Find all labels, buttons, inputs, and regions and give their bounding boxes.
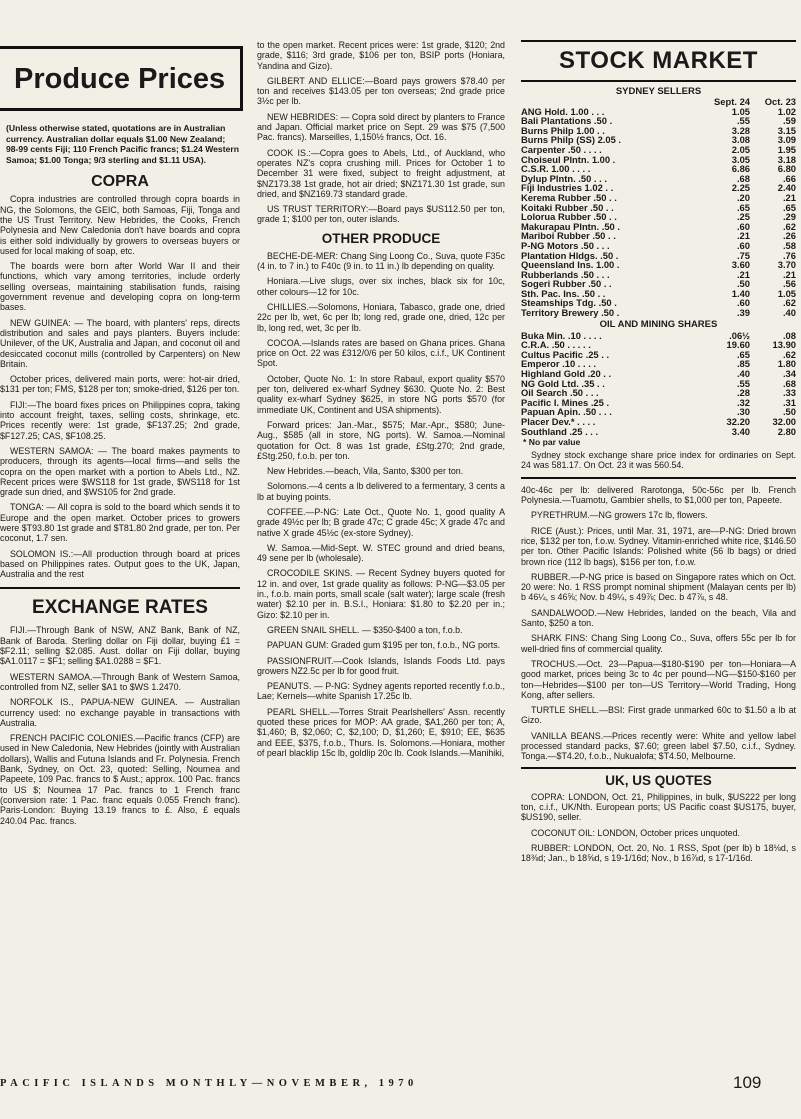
stock-company: Lolorua Rubber .50 . . bbox=[521, 211, 617, 223]
stock-oct: .62 bbox=[782, 297, 796, 309]
masthead: PACIFIC ISLANDS MONTHLY—NOVEMBER, 1970 bbox=[0, 1078, 418, 1089]
stock-sept: .65 bbox=[736, 348, 750, 360]
stock-sept: .60 bbox=[736, 220, 750, 232]
stock-company: Fiji Industries 1.02 . . bbox=[521, 182, 614, 194]
copra-heading: COPRA bbox=[91, 173, 149, 191]
produce-para: RICE (Aust.): Prices, until Mar. 31, 1971, are—P-NG: Dried brown rice, $132 per ton, f.o.w. Sydney. Vitamin-enriched white rice, $146.50 per ton. Other Pacific Islands: Polished white (56 lb bags) or dried brown rice (112 lb bags), $156 per ton, f.o.w. bbox=[521, 525, 796, 567]
produce-para: TURTLE SHELL.—BSI: First grade unmarked 60c to $1.50 a lb at Gizo. bbox=[521, 705, 796, 726]
divider bbox=[0, 587, 240, 589]
produce-prices-title: Produce Prices bbox=[0, 46, 243, 111]
stock-oct: .34 bbox=[782, 368, 796, 380]
produce-para: 40c-46c per lb: delivered Rarotonga, 50c-56c per lb. French Polynesia.—Tuamotu, Gambier shells, to $1,000 per ton, Papeete. bbox=[521, 484, 796, 506]
stock-oct: 1.05 bbox=[777, 287, 796, 299]
stock-oct: 1.95 bbox=[777, 143, 796, 155]
stock-oct: 3.15 bbox=[777, 124, 796, 136]
stock-sept: .06½ bbox=[729, 329, 750, 341]
par-note: * No par value bbox=[523, 437, 581, 448]
stock-oct: 1.02 bbox=[777, 105, 796, 117]
stock-oct: 2.40 bbox=[777, 182, 796, 194]
exchange-para: WESTERN SAMOA.—Through Bank of Western Samoa, controlled from NZ, seller $A1 to $WS 1.2470. bbox=[0, 671, 240, 692]
stock-company: Makurapau Plntn. .50 . bbox=[521, 220, 620, 232]
produce-para: PAPUAN GUM: Graded gum $195 per ton, f.o.b., NG ports. bbox=[267, 640, 501, 651]
col-sept-header: Sept. 24 bbox=[714, 96, 750, 107]
stock-table bbox=[521, 97, 796, 318]
stock-sept: .32 bbox=[736, 396, 750, 408]
copra-para: NEW HEBRIDES: — Copra sold direct by planters to France and Japan. Official market price on Sept. 29 was $75 (7,500 Pac. francs). Marseilles, 1,150½ francs, Oct. 16. bbox=[257, 111, 505, 143]
uk-us-para: COCONUT OIL: LONDON, October prices unquoted. bbox=[531, 827, 740, 838]
uk-us-heading: UK, US QUOTES bbox=[605, 772, 712, 788]
stock-sept: 3.08 bbox=[731, 134, 750, 146]
stock-sept: .21 bbox=[736, 268, 750, 280]
stock-oct: .08 bbox=[782, 329, 796, 341]
stock-sept: .20 bbox=[736, 191, 750, 203]
stock-company: Plantation Hldgs. .50 . bbox=[521, 249, 619, 261]
exchange-para: NORFOLK IS., PAPUA-NEW GUINEA. — Australian currency used: no exchange payable in transactions with Australia. bbox=[0, 697, 240, 728]
index-note: Sydney stock exchange share price index for ordinaries on Sept. 24 was 581.17. On Oct. 23 it was 560.54. bbox=[521, 450, 796, 471]
stock-sept: .28 bbox=[736, 387, 750, 399]
stock-company: Koitaki Rubber .50 . . bbox=[521, 201, 614, 213]
stock-company: Kerema Rubber .50 . . bbox=[521, 191, 617, 203]
produce-para: BECHE-DE-MER: Chang Sing Loong Co., Suva, quote F35c (4 in. to 7 in.) to F40c (9 in. to 11 in.) lb depending on quality. bbox=[257, 250, 505, 272]
produce-para: Honiara.—Live slugs, over six inches, black six for 10c, other colours—12 for 10c. bbox=[257, 276, 505, 297]
produce-para: PASSIONFRUIT.—Cook Islands, Islands Foods Ltd. pays growers NZ2.5c per lb for good fruit. bbox=[257, 655, 505, 676]
stock-sept: 3.28 bbox=[731, 124, 750, 136]
produce-para: PEANUTS. — P-NG: Sydney agents reported recently f.o.b., Lae; Kernels—white Spanish 17.25c lb. bbox=[257, 681, 505, 702]
produce-para: SHARK FINS: Chang Sing Loong Co., Suva, offers 55c per lb for well-dried fins of commercial quality. bbox=[521, 633, 796, 654]
produce-para: CHILLIES.—Solomons, Honiara, Tabasco, grade one, dried 22c per lb, wet, 6c per lb; long red, grade one, dried, 12c per lb, long red, wet, 3c per lb. bbox=[257, 301, 505, 333]
page-footer bbox=[0, 1073, 801, 1108]
stock-company: Queensland Ins. 1.00 . bbox=[521, 259, 620, 271]
stock-sept: .55 bbox=[736, 377, 750, 389]
copra-para: NEW GUINEA: — The board, with planters' reps, directs distribution and sales and pays planters. Buyers include: Unilever, of the UK, Australia and Japan, and coconut oil and desiccated coconut mills (controlled by Carpenters) on New Britain. bbox=[0, 317, 240, 369]
stock-oct: .40 bbox=[782, 307, 796, 319]
stock-company: Highland Gold .20 . . bbox=[521, 368, 612, 380]
stock-oct: .29 bbox=[782, 211, 796, 223]
currency-note: (Unless otherwise stated, quotations are in Australian currency. Australian dollar equals $1.00 New Zealand; 98-99 cents Fiji; 110 French Pacific francs; $1.24 Western Samoa; $1.00 Tonga; 9/3 sterling and $1.11 USA). bbox=[6, 123, 239, 165]
stock-company: Oil Search .50 . . . bbox=[521, 387, 599, 399]
stock-sept: 3.60 bbox=[731, 259, 750, 271]
exchange-para: FRENCH PACIFIC COLONIES.—Pacific francs (CFP) are used in New Caledonia, New Hebrides (jointly with Australian dollars), Wallis and Futuna Islands and Fr. Polynesia. French Bank, Sydney, on Oct. 23, quoted: Selling, Noumea and Papeete, 109 Pac. francs to $ Aust.; approx. 100 Pac. francs to US $; Noumea 17 Pac. francs to 1 French franc (conversion rate: 1 Pac. franc equals 0.055 French franc). Paris-London: Buying 13.19 francs to £. Also, £ equals 240.04 Pac. francs. bbox=[0, 733, 240, 826]
stock-oct: .58 bbox=[782, 239, 796, 251]
stock-sept: 3.40 bbox=[731, 425, 750, 437]
uk-us-body bbox=[521, 792, 796, 864]
produce-para: CROCODILE SKINS. — Recent Sydney buyers quoted for 12 in. and over, 1st grade quality as follows: P-NG—$3.05 per in., f.o.b. main ports, small scale (salt water); large scale (fresh water) $2.10 per in. B.S.I., Honiara: $1.80 to $2.20 per in.; Gizo: $2.10 per in. bbox=[257, 568, 505, 620]
produce-para: Forward prices: Jan.-Mar., $575; Mar.-Apr., $580; June-Aug., $585 (all in store, NG ports). W. Samoa.—Nominal quotation for Oct. 8 was 1st grade, £Stg.270; 2nd grade, £Stg.250, f.o.b. per ton. bbox=[257, 419, 505, 461]
stock-row bbox=[521, 308, 796, 318]
stock-sept: 2.05 bbox=[731, 143, 750, 155]
stock-oct: .62 bbox=[782, 348, 796, 360]
stock-oct: 32.00 bbox=[772, 416, 796, 427]
stock-sept: 3.05 bbox=[731, 153, 750, 165]
stock-company: Rubberlands .50 . . . bbox=[521, 268, 610, 280]
stock-market-title: STOCK MARKET bbox=[521, 40, 796, 82]
stock-company: NG Gold Ltd. .35 . . bbox=[521, 377, 605, 389]
stock-oct: .21 bbox=[782, 268, 796, 280]
stock-company: Dylup Plntn. .50 . . . bbox=[521, 172, 607, 184]
stock-company: Steamships Tdg. .50 . bbox=[521, 297, 617, 309]
stock-oct: .59 bbox=[782, 115, 796, 127]
stock-oct: .21 bbox=[782, 191, 796, 203]
stock-company: Choiseul Plntn. 1.00 . bbox=[521, 153, 616, 165]
stock-oct: 13.90 bbox=[772, 339, 796, 351]
stock-sept: .60 bbox=[736, 297, 750, 309]
copra-para: SOLOMON IS.:—All production through board at prices based on Philippines rates. Output goes to the UK, Japan, Australia and the rest bbox=[0, 548, 240, 580]
stock-company: Pacific I. Mines .25 . bbox=[521, 396, 610, 408]
copra-para: GILBERT AND ELLICE:—Board pays growers $78.40 per ton and receives $143.05 per ton overseas; 2nd grade price 3½c per lb. bbox=[257, 75, 505, 107]
oil-table bbox=[521, 331, 796, 437]
stock-company: Placer Dev.* . . . . bbox=[521, 416, 596, 427]
stock-oct: .66 bbox=[782, 172, 796, 184]
divider bbox=[521, 767, 796, 769]
produce-para: Solomons.—4 cents a lb delivered to a fermentary, 3 cents a lb at buying points. bbox=[257, 481, 505, 502]
stock-company: Papuan Apin. .50 . . . bbox=[521, 406, 612, 418]
produce-para: VANILLA BEANS.—Prices recently were: White and yellow label processed standard packs, $7.60; green label $7.50, c.i.f., Sydney. Tonga.—$T4.20, f.o.b., Nukualofa; $T4.50, Melbourne. bbox=[521, 730, 796, 762]
stock-sept: 6.86 bbox=[731, 163, 750, 175]
stock-sept: 2.25 bbox=[731, 182, 750, 194]
stock-oct: 3.09 bbox=[777, 134, 796, 146]
stock-oct: .62 bbox=[782, 220, 796, 232]
right-produce-body bbox=[521, 485, 796, 762]
stock-company: Burns Philp 1.00 . . bbox=[521, 124, 605, 136]
stock-sept: 1.05 bbox=[731, 105, 750, 117]
stock-company: Emperor .10 . . . . bbox=[521, 358, 597, 370]
produce-para: October, Quote No. 1: In store Rabaul, export quality $570 per ton, delivered ex-wharf Sydney $630. Quote No. 2: Best quality ex-wharf Sydney $625, in store NG ports $570 (for immediate UK, Continent and USA shipments). bbox=[257, 373, 505, 415]
stock-oct: .76 bbox=[782, 249, 796, 261]
copra-para: WESTERN SAMOA: — The board makes payments to producers, through its agents—local firms—and sells the copra on the open market with a portion to Abels Ltd., NZ. Recent prices were $WS118 for 1st grade, $WS118 for 1st grade sun dried, and $WS105 for 2nd grade. bbox=[0, 445, 240, 498]
produce-para: GREEN SNAIL SHELL. — $350-$400 a ton, f.o.b. bbox=[267, 624, 463, 635]
uk-us-para: RUBBER: LONDON, Oct. 20, No. 1 RSS, Spot (per lb) b 18⅛d, s 18⅜d; Jan., b 18⅝d, s 19-1/16d; Nov., b 16⅞d, s 17-1/16d. bbox=[521, 842, 796, 864]
stock-oct: 3.18 bbox=[777, 153, 796, 165]
stock-company: C.R.A. .50 . . . . . bbox=[521, 339, 591, 351]
stock-company: Carpenter .50 . . . . bbox=[521, 143, 602, 155]
copra-para: COOK IS.:—Copra goes to Abels, Ltd., of Auckland, who operates NZ's copra crushing mill. Prices for October 1 to December 31 were fixed, subject to freight adjustment, at $NZ173.38 1st grade, hot air dried; $NZ171.30 1st grade, sun dried, and $NZ169.73 standard grade. bbox=[257, 147, 505, 199]
divider bbox=[521, 477, 796, 479]
produce-para: New Hebrides.—beach, Vila, Santo, $300 per ton. bbox=[267, 466, 464, 477]
stock-sept: .30 bbox=[736, 406, 750, 418]
stock-company: Burns Philp (SS) 2.05 . bbox=[521, 134, 622, 146]
other-produce-heading: OTHER PRODUCE bbox=[321, 230, 441, 246]
copra-para: The boards were born after World War II and their functions, which vary among territories, include orderly selling overseas, maintaining stabilisation funds, raising government revenue and developing copra on long-term bases. bbox=[0, 261, 240, 313]
produce-para: W. Samoa.—Mid-Sept. W. STEC ground and dried beans, 49 sene per lb (wholesale). bbox=[257, 542, 505, 564]
stock-oct: .31 bbox=[782, 396, 796, 408]
stock-company: Southland .25 . . . bbox=[521, 425, 599, 437]
other-produce-body bbox=[257, 251, 505, 758]
exchange-body bbox=[0, 625, 240, 825]
stock-sept: 1.40 bbox=[731, 287, 750, 299]
exchange-para: FIJI.—Through Bank of NSW, ANZ Bank, Bank of NZ, Bank of Baroda. Sterling dollar on Fiji dollar, buying £1 = $F2.11; selling $2.085. Aust. dollar on Fiji dollar, buying $A1.0117 = $F1; selling $A1.0288 = $F1. bbox=[0, 625, 240, 667]
produce-para: COCOA.—Islands rates are based on Ghana prices. Ghana price on Oct. 22 was £312/0/6 per 50 kilos, c.i.f., UK Continent Spot. bbox=[257, 337, 505, 369]
stock-sept: .50 bbox=[736, 278, 750, 290]
produce-para: RUBBER.—P-NG price is based on Singapore rates which on Oct. 20 were: No. 1 RSS prompt nominal shipment (Malayan cents per lb) b 46¼, s 46⅝; Nov. b 49¼, s 49⅞; Dec. b 47⅞, s 48. bbox=[521, 571, 796, 603]
stock-company: Sogeri Rubber .50 . . bbox=[521, 278, 612, 290]
stock-company: Buka Min. .10 . . . . bbox=[521, 329, 602, 341]
stock-oct: 1.80 bbox=[777, 358, 796, 370]
copra-continued: to the open market. Recent prices were: 1st grade, $120; 2nd grade, $116; 3rd grade, $106 per ton, BSIP ports (Honiara, Yandina and Gizo). bbox=[257, 40, 505, 71]
stock-oct: .26 bbox=[782, 230, 796, 242]
copra-para: Copra industries are controlled through copra boards in NG, the Solomons, the GEIC, both Samoas, Fiji, Tonga and the US Trust Territory. New Hebrides, the Cooks, French Polynesia and New Caledonia don't have boards and copra is either sold individually by growers to overseas buyers or used for local making of soap, etc. bbox=[0, 194, 240, 256]
produce-para: PEARL SHELL.—Torres Strait Pearlshellers' Assn. recently quoted these prices for MOP: AA grade, $A1,260 per ton; A, $1,460; B, $2,060; C, $2,100; D, $1,260; E, $910; EE, $635 and EEE, $375, f.o.b., Thurs. Is. Solomons.—Honiara, mother of pearl blacklip 15c lb, goldlip 20c lb. Cook Islands.—Manihiki, bbox=[257, 706, 505, 758]
stock-oct: 2.80 bbox=[777, 425, 796, 437]
stock-company: C.S.R. 1.00 . . . . bbox=[521, 163, 591, 175]
copra-para: FIJI:—The board fixes prices on Philippines copra, taking into account freight, taxes, selling costs, shrinkage, etc. Prices recently were: 1st grade, $F137.25; 2nd grade, $F127.25; CAS, $F108.25. bbox=[0, 399, 240, 441]
stock-company: P-NG Motors .50 . . . bbox=[521, 239, 610, 251]
stock-sept: .39 bbox=[736, 307, 750, 319]
column-left bbox=[0, 0, 240, 831]
stock-sept: .75 bbox=[736, 249, 750, 261]
page-number: 109 bbox=[733, 1073, 762, 1092]
stock-sept: .85 bbox=[736, 358, 750, 370]
stock-company: Territory Brewery .50 . bbox=[521, 307, 620, 319]
oil-mining-heading: OIL AND MINING SHARES bbox=[599, 318, 718, 330]
stock-sept: .60 bbox=[736, 239, 750, 251]
stock-oct: .68 bbox=[782, 377, 796, 389]
copra-para: TONGA: — All copra is sold to the board which sends it to Europe and the open market. October prices to growers were $T93.80 1st grade and $T81.80 2nd grade, per ton. Per coconut, 1.7 sen. bbox=[0, 502, 240, 544]
stock-sept: .40 bbox=[736, 368, 750, 380]
copra-para: US TRUST TERRITORY:—Board pays $US112.50 per ton, grade 1; $100 per ton, outer islands. bbox=[257, 204, 505, 225]
stock-oct: 6.80 bbox=[777, 163, 796, 175]
produce-para: PYRETHRUM.—NG growers 17c lb, flowers. bbox=[531, 510, 708, 521]
stock-company: Cultus Pacific .25 . . bbox=[521, 348, 610, 360]
stock-sept: .25 bbox=[736, 211, 750, 223]
sydney-sellers-heading: SYDNEY SELLERS bbox=[615, 86, 702, 97]
stock-oct: .50 bbox=[782, 406, 796, 418]
stock-sept: .68 bbox=[736, 172, 750, 184]
column-right bbox=[521, 0, 796, 868]
copra-para: October prices, delivered main ports, were: hot-air dried, $131 per ton; FMS, $128 per ton; smoke-dried, $126 per ton. bbox=[0, 374, 240, 395]
copra-body bbox=[0, 194, 240, 579]
stock-company: Mariboi Rubber .50 . . bbox=[521, 230, 616, 242]
column-middle bbox=[257, 40, 505, 763]
stock-company: Bali Plantations .50 . bbox=[521, 115, 613, 127]
col-oct-header: Oct. 23 bbox=[764, 96, 796, 107]
stock-sept: 19.60 bbox=[726, 339, 750, 351]
stock-sept: .55 bbox=[736, 115, 750, 127]
stock-company: ANG Hold. 1.00 . . . bbox=[521, 105, 605, 117]
stock-oct: .65 bbox=[782, 201, 796, 213]
stock-sept: 32.20 bbox=[726, 416, 750, 427]
produce-para: COFFEE.—P-NG: Late Oct., Quote No. 1, good quality A grade 49½c per lb; B grade 47c; C grade 45c; X grade 47c and native X grade 45½c (ex-store Sydney). bbox=[257, 506, 505, 538]
stock-oct: .56 bbox=[782, 278, 796, 290]
stock-sept: .65 bbox=[736, 201, 750, 213]
stock-oct: .33 bbox=[782, 387, 796, 399]
stock-row bbox=[521, 427, 796, 437]
stock-company: Sth. Pac. Ins. .50 . . bbox=[521, 287, 606, 299]
uk-us-para: COPRA: LONDON, Oct. 21, Philippines, in bulk, $US222 per long ton, c.i.f., UK/Nth. European ports; US Pacific coast $US175, buyer, $US190, seller. bbox=[521, 791, 796, 823]
stock-sept: .21 bbox=[736, 230, 750, 242]
stock-oct: 3.70 bbox=[777, 259, 796, 271]
produce-para: SANDALWOOD.—New Hebrides, landed on the beach, Vila and Santo, $250 a ton. bbox=[521, 607, 796, 629]
produce-para: TROCHUS.—Oct. 23—Papua—$180-$190 per ton—Honiara—A good market, prices being 3c to 4c per pound—NG—$150-$160 per ton—Hebrides—$100 per ton—US Territory—World Trading, Hong Kong, after sellers. bbox=[521, 658, 796, 700]
exchange-heading: EXCHANGE RATES bbox=[32, 597, 208, 619]
